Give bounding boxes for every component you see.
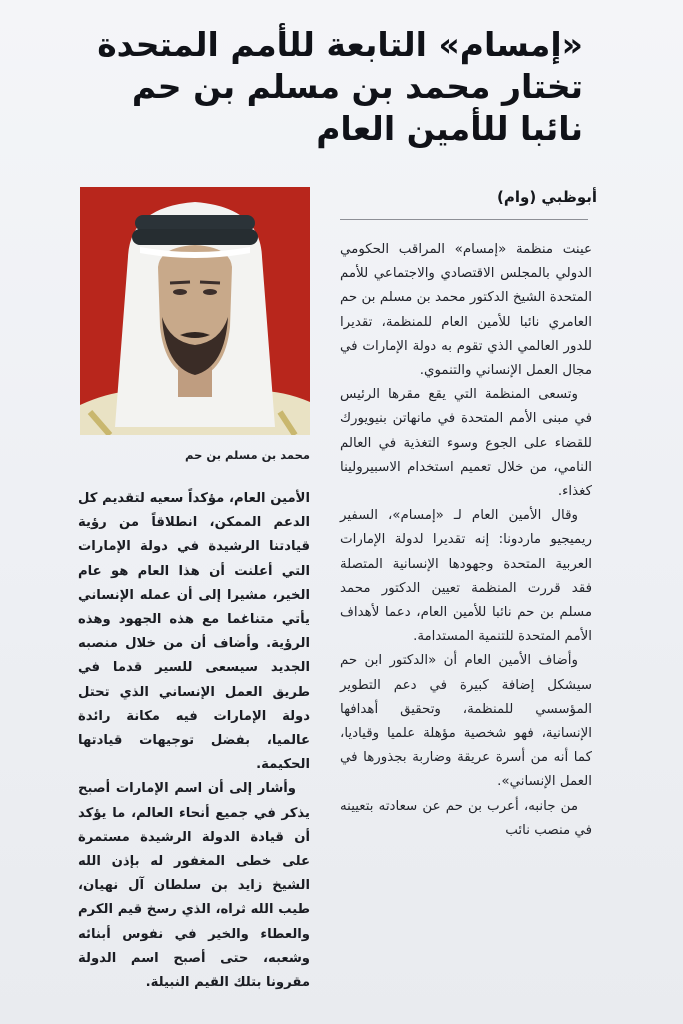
portrait-photo xyxy=(80,187,310,435)
paragraph: وتسعى المنظمة التي يقع مقرها الرئيس في مبنى الأمم المتحدة في مانهاتن بنيويورك للقضاء على الجوع وسوء التغذية في العالم النامي، من خلال تعميم استخدام الاسبيرولينا كغذاء. xyxy=(340,387,592,500)
portrait-illustration xyxy=(80,187,310,435)
photo-caption: محمد بن مسلم بن حم xyxy=(185,448,310,462)
divider xyxy=(340,219,588,220)
headline-line: «إمسام» التابعة للأمم المتحدة xyxy=(97,25,583,64)
headline xyxy=(63,24,583,150)
article-column-left xyxy=(78,487,310,995)
paragraph: وأضاف الأمين العام أن «الدكتور ابن حم سيشكل إضافة كبيرة في دعم التطوير المؤسسي للمنظمة، وتحقيق أهدافها الإنسانية، فهو شخصية مؤهلة علميا وقياديا، كما أنه من أسرة عريقة وضاربة بجذورها في العمل الإنساني». xyxy=(340,653,592,790)
article-column-right xyxy=(340,238,592,843)
headline-line: تختار محمد بن مسلم بن حم xyxy=(131,67,583,106)
headline-line: نائبا للأمين العام xyxy=(316,109,583,148)
paragraph: الأمين العام، مؤكداً سعيه لتقديم كل الدعم الممكن، انطلاقاً من رؤية قيادتنا الرشيدة في دولة الإمارات التي أعلنت أن هذا العام هو عام الخير، مشيرا إلى أن عمله الإنساني يأتي متناغما مع هذه الجهود وهذه الرؤية. وأضاف أن من خلال منصبه الجديد سيسعى للسير قدما في طريق العمل الإنساني الذي تحتل دولة الإمارات فيه مكانة رائدة عالميا، بفضل توجيهات قيادتها الحكيمة. xyxy=(78,491,310,773)
paragraph: وأشار إلى أن اسم الإمارات أصبح يذكر في جميع أنحاء العالم، ما يؤكد أن قيادة الدولة الرشيدة مستمرة على خطى المغفور له بإذن الله الشيخ زايد بن سلطان آل نهيان، طيب الله ثراه، الذي رسخ قيم الكرم والعطاء والخير في نفوس أبنائه وشعبه، حتى أصبح اسم الدولة مقرونا بتلك القيم النبيلة. xyxy=(78,781,310,991)
dateline: أبوظبي (وام) xyxy=(497,188,597,206)
paragraph: وقال الأمين العام لـ «إمسام»، السفير ريميجيو ماردونا: إنه تقديرا لدولة الإمارات العربية المتحدة وجهودها الإنسانية المتصلة فقد قررت المنظمة تعيين الدكتور محمد مسلم بن حم نائبا للأمين العام، دعما لأهداف الأمم المتحدة للتنمية المستدامة. xyxy=(340,508,592,645)
paragraph: من جانبه، أعرب بن حم عن سعادته بتعيينه في منصب نائب xyxy=(340,798,592,838)
paragraph: عينت منظمة «إمسام» المراقب الحكومي الدولي بالمجلس الاقتصادي والاجتماعي للأمم المتحدة الشيخ الدكتور محمد بن مسلم بن حم العامري نائبا للأمين العام للمنظمة، تقديرا للدور العالمي الذي تقوم به دولة الإمارات في مجال العمل الإنساني والتنموي. xyxy=(340,242,592,379)
